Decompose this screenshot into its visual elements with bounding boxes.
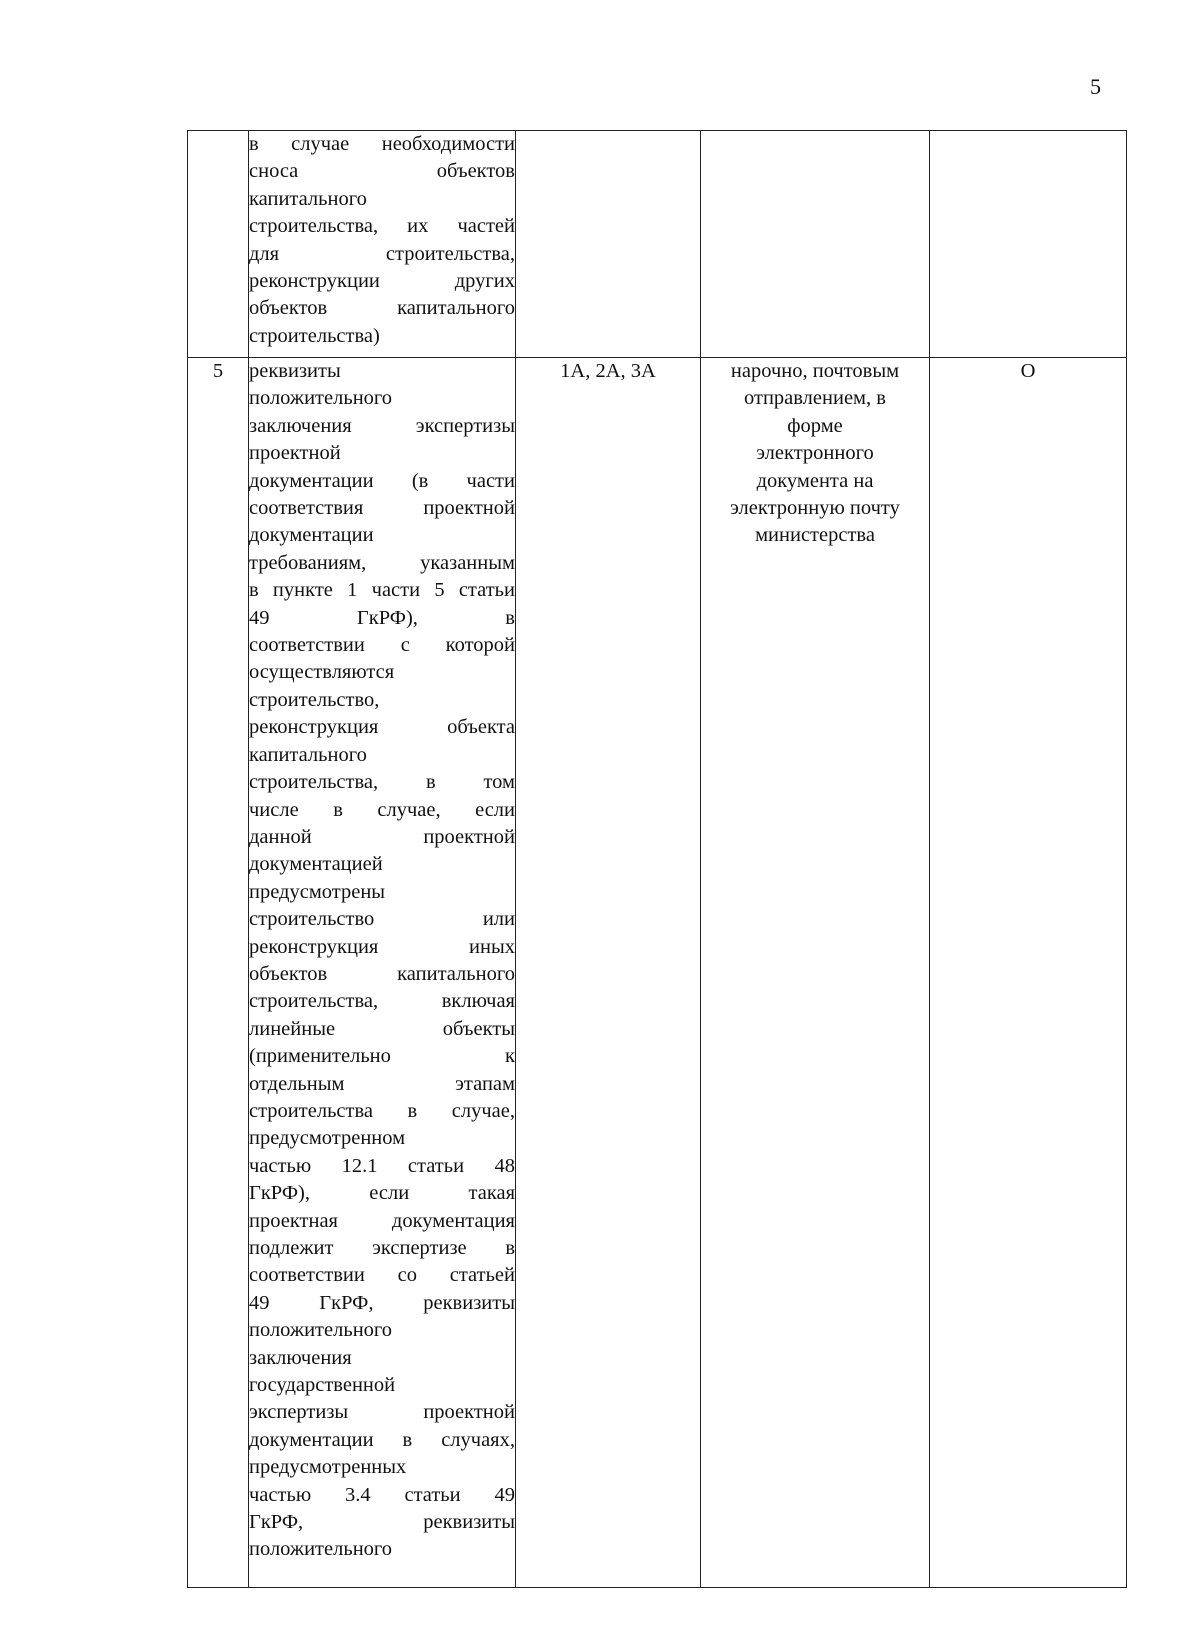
text-line: в пункте 1 части 5 статьи <box>249 579 515 602</box>
table-row-5 <box>188 358 1127 1588</box>
text-line: положительного <box>249 1538 393 1561</box>
text-line: объектов капитального <box>249 962 515 985</box>
text-line: предусмотренном <box>249 1127 406 1150</box>
text-line: частью 3.4 статьи 49 <box>249 1483 515 1506</box>
text-line: заключения <box>249 1346 352 1369</box>
text-line: строительство, <box>249 688 380 711</box>
text-line: нарочно, почтовым <box>730 360 900 382</box>
text-line: линейные объекты <box>249 1017 515 1040</box>
text-line: числе в случае, если <box>249 798 515 821</box>
row-number-cell <box>188 131 249 358</box>
text-line: капитального <box>249 743 367 766</box>
text-line: подлежит экспертизе в <box>249 1237 515 1259</box>
text-line: предусмотренных <box>249 1456 407 1479</box>
text-line: в случае необходимости <box>249 133 515 155</box>
text-line: для строительства, <box>249 242 515 265</box>
text-line: электронную почту <box>730 497 900 520</box>
text-line: проектной <box>249 442 341 465</box>
text-line: документации (в части <box>249 469 515 492</box>
text-line: предусмотрены <box>249 880 386 903</box>
text-line: требованиям, указанным <box>249 551 515 574</box>
text-line: электронного <box>756 442 874 465</box>
text-line: документацией <box>249 853 383 876</box>
text-line: документа на <box>756 469 874 492</box>
text-line: реквизиты <box>249 360 341 382</box>
table-row-continuation <box>188 131 1127 358</box>
codes-cell <box>516 131 701 358</box>
text-line: документации в случаях, <box>249 1428 515 1451</box>
text-line: ГкРФ), если такая <box>249 1182 515 1205</box>
text-line: капитального <box>249 187 367 210</box>
text-line: отправлением, в <box>744 387 886 410</box>
text-line: отдельным этапам <box>249 1072 515 1095</box>
text-line: реконструкция иных <box>249 935 515 958</box>
text-line: ГкРФ, реквизиты <box>249 1511 515 1534</box>
flag-cell <box>930 131 1127 358</box>
text-line: проектная документация <box>249 1209 515 1232</box>
text-line: объектов капитального <box>249 297 515 320</box>
text-line: строительства, их частей <box>249 215 515 238</box>
text-line: реконструкции других <box>249 270 515 293</box>
codes-cell: 1А, 2А, 3А <box>516 358 701 1588</box>
text-line: государственной <box>249 1374 396 1397</box>
text-line: реконструкция объекта <box>249 716 515 739</box>
text-line: сноса объектов <box>249 160 515 183</box>
text-line: (применительно к <box>249 1045 515 1068</box>
text-line: строительство или <box>249 908 515 931</box>
text-line: министерства <box>755 524 875 547</box>
text-line: данной проектной <box>249 825 515 848</box>
text-line: форме <box>787 414 843 437</box>
text-line: соответствии со статьей <box>249 1264 515 1287</box>
text-line: положительного <box>249 387 393 410</box>
text-line: 49 ГкРФ), в <box>249 606 515 629</box>
submission-method-cell <box>701 131 930 358</box>
text-line: частью 12.1 статьи 48 <box>249 1154 515 1177</box>
flag-cell: О <box>930 358 1127 1588</box>
document-description-cell <box>249 131 516 358</box>
text-line: соответствии с которой <box>249 634 515 657</box>
text-line: строительства в случае, <box>249 1099 515 1122</box>
text-line: строительства, в том <box>249 771 515 794</box>
text-line: экспертизы проектной <box>249 1401 515 1424</box>
text-line: положительного <box>249 1319 393 1342</box>
text-line: строительства) <box>249 324 380 347</box>
text-line: строительства, включая <box>249 990 515 1013</box>
submission-method-cell <box>701 358 930 1588</box>
text-line: соответствия проектной <box>249 497 515 520</box>
page-number: 5 <box>1090 74 1101 99</box>
row-number-cell: 5 <box>188 358 249 1588</box>
text-line: документации <box>249 524 374 547</box>
requirements-table <box>187 130 1127 1588</box>
text-line: заключения экспертизы <box>249 414 515 437</box>
text-line: осуществляются <box>249 661 395 684</box>
text-line: 49 ГкРФ, реквизиты <box>249 1291 515 1314</box>
document-description-cell <box>249 358 516 1588</box>
